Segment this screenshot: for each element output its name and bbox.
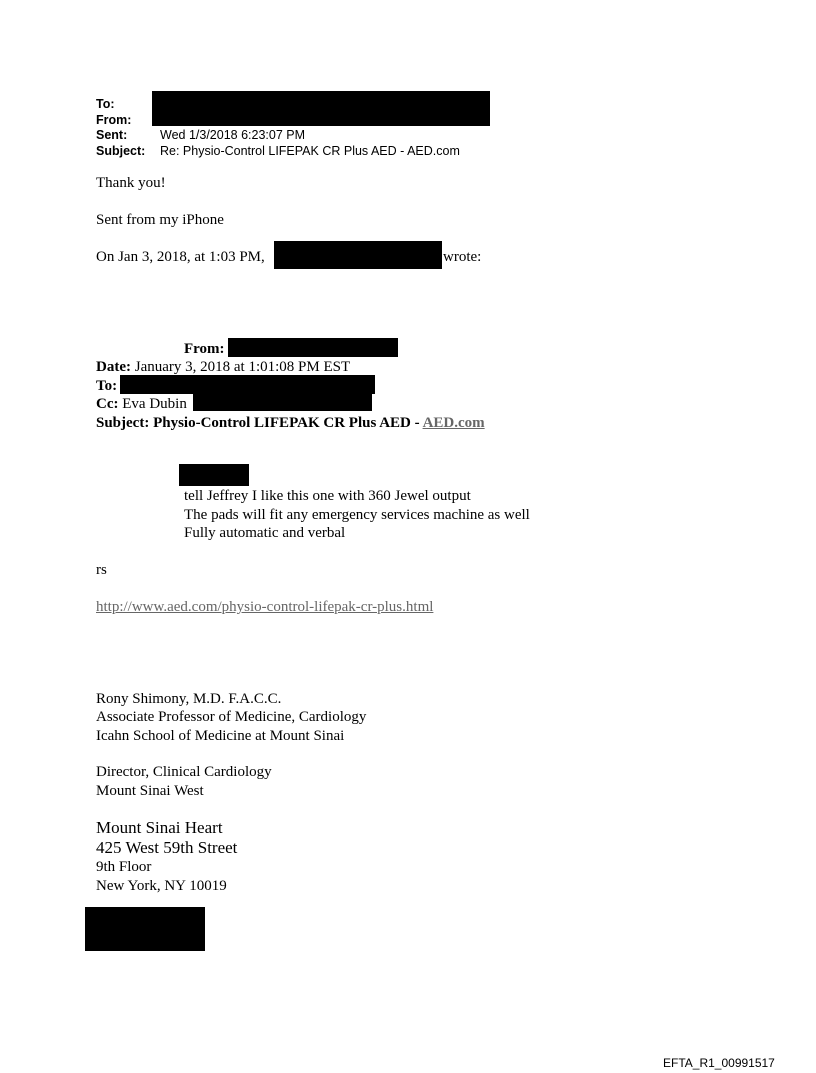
header-sent-value: Wed 1/3/2018 6:23:07 PM <box>160 128 306 142</box>
signature-street: 425 West 59th Street <box>96 838 238 857</box>
redaction-signature-block <box>85 907 205 951</box>
signature-org: Mount Sinai Heart <box>96 818 223 837</box>
redaction-greeting <box>179 464 249 486</box>
header-to-label: To: <box>96 97 115 111</box>
fwd-cc-value: Eva Dubin <box>122 396 187 412</box>
fwd-date-value: January 3, 2018 at 1:01:08 PM EST <box>134 359 351 375</box>
redaction-quote-sender <box>274 241 442 269</box>
signature-title-1: Associate Professor of Medicine, Cardiology <box>96 709 367 725</box>
signature-title-4: Mount Sinai West <box>96 783 204 799</box>
document-id: EFTA_R1_00991517 <box>663 1056 775 1070</box>
body-signoff: rs <box>96 562 107 578</box>
redaction-header-recipients <box>152 91 490 126</box>
signature-name: Rony Shimony, M.D. F.A.C.C. <box>96 691 282 707</box>
redaction-fwd-from <box>228 338 398 357</box>
fwd-subject-label: Subject: <box>96 415 150 431</box>
fwd-date-label: Date: <box>96 359 131 375</box>
header-subject-label: Subject: <box>96 144 146 158</box>
redaction-fwd-cc-email <box>193 394 372 411</box>
fwd-cc-label: Cc: <box>96 396 119 412</box>
redaction-fwd-to <box>120 375 375 394</box>
reply-line-2: Sent from my iPhone <box>96 212 224 228</box>
header-subject-value: Re: Physio-Control LIFEPAK CR Plus AED - AED.com <box>160 144 460 158</box>
signature-floor: 9th Floor <box>96 859 152 875</box>
reply-line-1: Thank you! <box>96 175 166 191</box>
quote-intro-prefix: On Jan 3, 2018, at 1:03 PM, <box>96 249 265 265</box>
signature-city: New York, NY 10019 <box>96 878 227 894</box>
fwd-cc-line <box>96 395 187 413</box>
body-line-1: tell Jeffrey I like this one with 360 Jewel output <box>184 488 471 504</box>
quote-intro-suffix: wrote: <box>443 249 482 265</box>
product-url-link[interactable]: http://www.aed.com/physio-control-lifepak-cr-plus.html <box>96 599 434 615</box>
fwd-to-label: To: <box>96 378 118 394</box>
header-sent-label: Sent: <box>96 128 128 142</box>
fwd-subject-value: Physio-Control LIFEPAK CR Plus AED - <box>153 415 423 431</box>
signature-title-2: Icahn School of Medicine at Mount Sinai <box>96 728 345 744</box>
fwd-subject-link[interactable]: AED.com <box>422 415 485 431</box>
fwd-subject-line <box>96 414 485 432</box>
fwd-date-line <box>96 358 350 376</box>
body-line-2: The pads will fit any emergency services machine as well <box>184 507 530 523</box>
signature-title-3: Director, Clinical Cardiology <box>96 764 272 780</box>
fwd-from-label: From: <box>184 341 225 357</box>
body-line-3: Fully automatic and verbal <box>184 525 346 541</box>
header-from-label: From: <box>96 113 132 127</box>
